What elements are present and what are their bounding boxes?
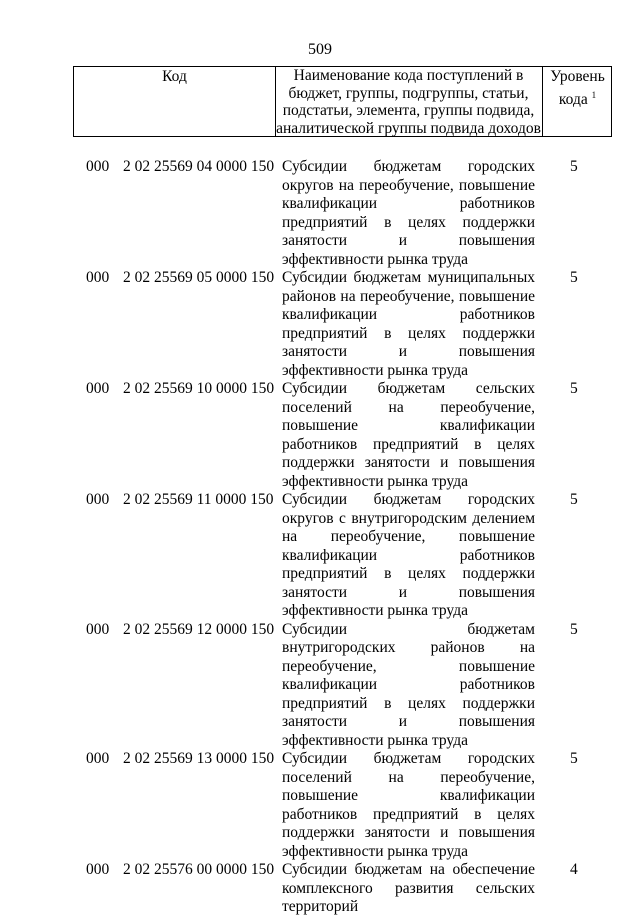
admin-code: 000 xyxy=(86,380,110,397)
code-level: 5 xyxy=(570,158,578,175)
code-level: 5 xyxy=(570,750,578,767)
table-row xyxy=(0,750,640,861)
table-header xyxy=(73,66,612,137)
code-name: Субсидии бюджетам муниципальных районов на переобучение, повышение квалификации работников предприятий в целях поддержки занятости и повышения эффективности рынка труда xyxy=(282,269,535,379)
code-name: Субсидии бюджетам на обеспечение комплексного развития сельских территорий xyxy=(282,861,535,915)
header-name-line: Наименование кода поступлений в xyxy=(293,67,524,84)
budget-code: 2 02 25569 13 0000 150 xyxy=(123,750,275,767)
table-row xyxy=(0,621,640,751)
code-name: Субсидии бюджетам городских округов с внутригородским делением на переобучение, повышение квалификации работников предприятий в целях поддержки занятости и повышения эффективности рынка труда xyxy=(282,491,535,619)
header-level-line2 xyxy=(542,86,613,109)
budget-code: 2 02 25576 00 0000 150 xyxy=(123,861,275,878)
code-level: 5 xyxy=(570,380,578,397)
code-name: Субсидии бюджетам городских округов на переобучение, повышение квалификации работников предприятий в целях поддержки занятости и повышения эффективности рынка труда xyxy=(282,158,535,268)
header-level-line1: Уровень xyxy=(550,68,605,85)
code-level: 5 xyxy=(570,620,578,638)
table-row xyxy=(0,861,640,917)
page-number: 509 xyxy=(308,41,332,58)
admin-code: 000 xyxy=(86,158,110,175)
table-row xyxy=(0,491,640,621)
header-level-word: кода xyxy=(558,91,588,108)
admin-code: 000 xyxy=(86,620,110,638)
table-row xyxy=(0,158,640,269)
admin-code: 000 xyxy=(86,269,110,286)
code-level: 4 xyxy=(570,861,578,878)
header-name-line: подстатьи, элемента, группы подвида, xyxy=(282,102,535,119)
table-body xyxy=(0,158,640,917)
code-name: Субсидии бюджетам городских поселений на переобучение, повышение квалификации работников предприятий в целях поддержки занятости и повышения эффективности рынка труда xyxy=(282,750,535,860)
header-level xyxy=(542,67,613,109)
header-code: Код xyxy=(162,68,187,85)
budget-code: 2 02 25569 04 0000 150 xyxy=(123,158,275,175)
budget-code: 2 02 25569 11 0000 150 xyxy=(123,491,274,508)
budget-code: 2 02 25569 05 0000 150 xyxy=(123,269,275,286)
admin-code: 000 xyxy=(86,491,110,508)
code-level: 5 xyxy=(570,491,578,508)
budget-code: 2 02 25569 10 0000 150 xyxy=(123,380,275,397)
admin-code: 000 xyxy=(86,861,110,878)
budget-code: 2 02 25569 12 0000 150 xyxy=(123,620,275,638)
code-name: Субсидии бюджетам внутригородских районов на переобучение, повышение квалификации работников предприятий в целях поддержки занятости и повышения эффективности рынка труда xyxy=(282,620,535,749)
header-name-line: аналитической группы подвида доходов xyxy=(276,119,541,137)
code-level: 5 xyxy=(570,269,578,286)
table-row xyxy=(0,380,640,491)
code-name: Субсидии бюджетам сельских поселений на переобучение, повышение квалификации работников предприятий в целях поддержки занятости и повышения эффективности рынка труда xyxy=(282,380,535,490)
admin-code: 000 xyxy=(86,750,110,767)
header-name xyxy=(275,67,542,137)
header-name-line: бюджет, группы, подгруппы, статьи, xyxy=(288,84,529,102)
table-row xyxy=(0,269,640,380)
footnote-marker: 1 xyxy=(591,90,597,100)
